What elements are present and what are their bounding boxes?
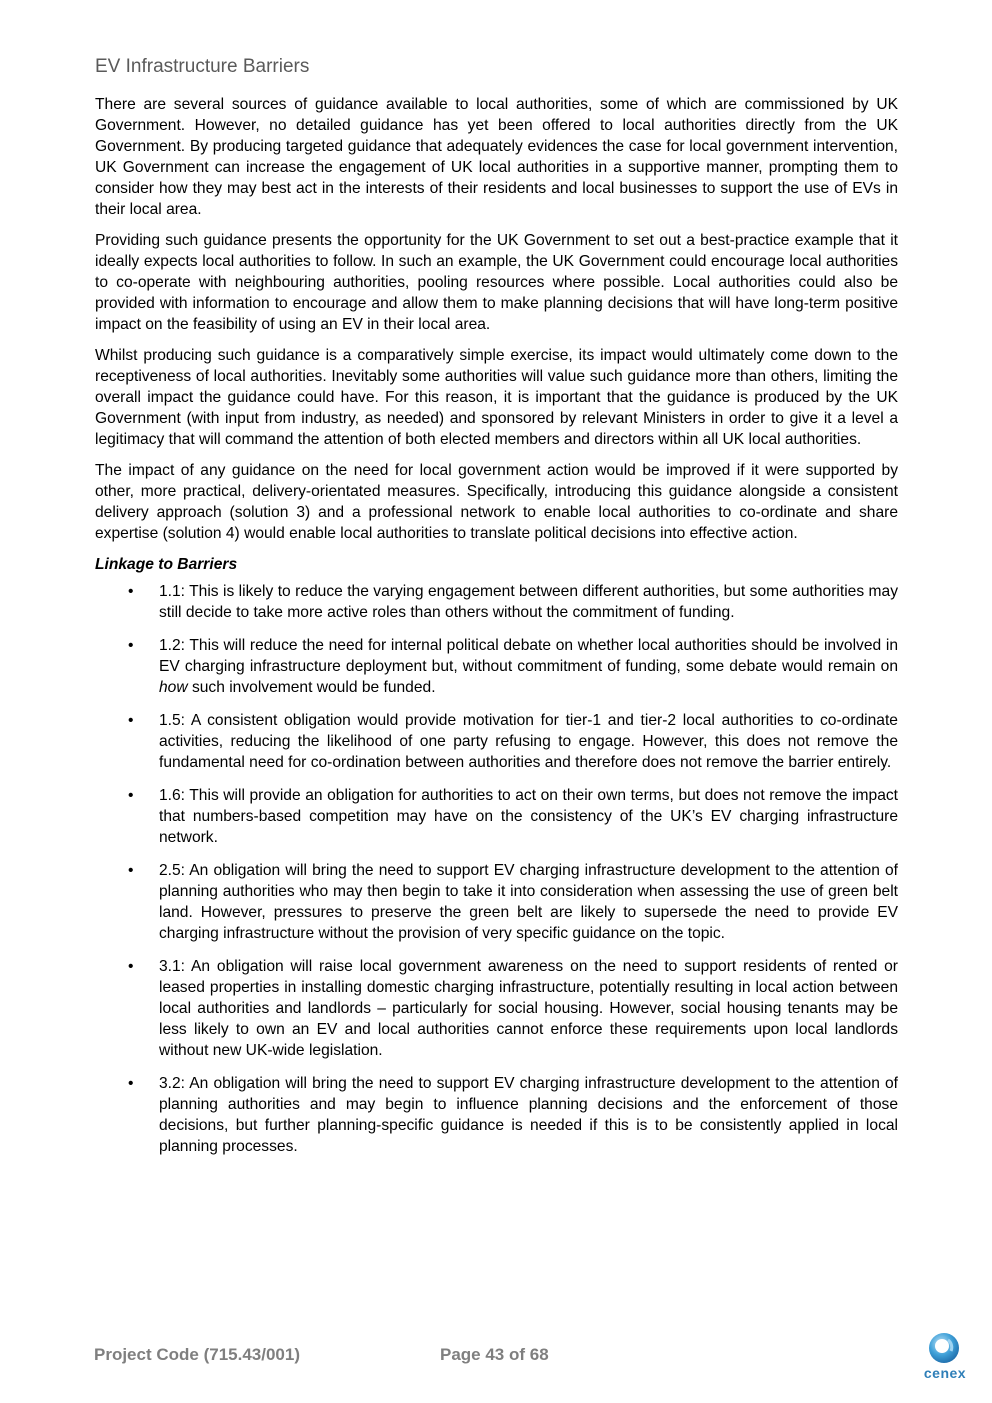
- cenex-logo-icon: [918, 1331, 972, 1367]
- list-item: [95, 635, 898, 698]
- cenex-logo: [918, 1331, 972, 1381]
- list-item-text: 1.6: This will provide an obligation for authorities to act on their own terms, but does not remove the impact that numbers-based competition may have on the consistency of the UK’s EV charging infrastructure network.: [159, 787, 898, 846]
- list-item-text: 1.5: A consistent obligation would provide motivation for tier-1 and tier-2 local authorities to co-ordinate activities, reducing the likelihood of one party refusing to engage. However, this does not remove the fundamental need for co-ordination between authorities and therefore does not remove the barrier entirely.: [159, 712, 898, 771]
- bullet-icon: •: [128, 1075, 134, 1092]
- list-item: [95, 956, 898, 1061]
- list-item: [95, 785, 898, 848]
- bullet-icon: •: [128, 787, 134, 804]
- logo-text: cenex: [923, 1365, 967, 1381]
- barrier-list: [95, 581, 898, 1157]
- page-header-title: EV Infrastructure Barriers: [95, 56, 310, 77]
- list-item: [95, 860, 898, 944]
- list-item: [95, 710, 898, 773]
- list-item-text: 2.5: An obligation will bring the need to support EV charging infrastructure development to the attention of planning authorities who may then begin to take it into consideration when assessing the use of green belt land. However, pressures to preserve the green belt are likely to supersede the need to provide EV charging infrastructure without the provision of very specific guidance on the topic.: [159, 862, 898, 942]
- paragraph: The impact of any guidance on the need for local government action would be improved if it were supported by other, more practical, delivery-orientated measures. Specifically, introducing this guidance alongside a consistent delivery approach (solution 3) and a professional network to enable local authorities to co-ordinate and share expertise (solution 4) would enable local authorities to translate political decisions into effective action.: [95, 462, 898, 542]
- list-item-text: 3.2: An obligation will bring the need to support EV charging infrastructure development to the attention of planning authorities and may begin to influence planning decisions and the enforcement of those decisions, but further planning-specific guidance is needed if this is to be consistently applied in local planning processes.: [159, 1075, 898, 1155]
- list-item: [95, 581, 898, 623]
- paragraph: Providing such guidance presents the opportunity for the UK Government to set out a best-practice example that it ideally expects local authorities to follow. In such an example, the UK Government could encourage local authorities to co-operate with neighbouring authorities, pooling resources where possible. Local authorities could also be provided with information to encourage and allow them to make planning decisions that will have long-term positive impact on the feasibility of using an EV in their local area.: [95, 232, 898, 333]
- list-item: [95, 1073, 898, 1157]
- list-item-text: 3.1: An obligation will raise local government awareness on the need to support residents of rented or leased properties in installing domestic charging infrastructure, potentially resulting in local action between local authorities and landlords – particularly for social housing. However, social housing tenants may be less likely to own an EV and local authorities cannot enforce these requirements upon local landlords without new UK-wide legislation.: [159, 958, 898, 1059]
- document-body: [95, 94, 898, 1169]
- paragraph: Whilst producing such guidance is a comparatively simple exercise, its impact would ultimately come down to the receptiveness of local authorities. Inevitably some authorities will value such guidance more than others, limiting the overall impact the guidance could have. For this reason, it is important that the guidance is produced by the UK Government (with input from industry, as needed) and sponsored by relevant Ministers in order to give it a level a legitimacy that will command the attention of both elected members and directors within all UK local authorities.: [95, 347, 898, 448]
- list-item-text: 1.1: This is likely to reduce the varying engagement between different authorities, but some authorities may still decide to take more active roles than others without the commitment of funding.: [159, 583, 898, 621]
- list-item-text: such involvement would be funded.: [187, 679, 436, 696]
- list-item-text: 1.2: This will reduce the need for internal political debate on whether local authorities should be involved in EV charging infrastructure deployment but, without commitment of funding, some debate would remain on: [159, 637, 898, 675]
- list-item-emphasis: how: [159, 679, 188, 696]
- footer-project-code: Project Code (715.43/001): [94, 1345, 300, 1364]
- bullet-icon: •: [128, 958, 134, 975]
- section-heading-linkage: Linkage to Barriers: [95, 556, 238, 573]
- bullet-icon: •: [128, 862, 134, 879]
- bullet-icon: •: [128, 712, 134, 729]
- bullet-icon: •: [128, 583, 134, 600]
- paragraph: There are several sources of guidance available to local authorities, some of which are commissioned by UK Government. However, no detailed guidance has yet been offered to local authorities directly from the UK Government. By producing targeted guidance that adequately evidences the case for local government intervention, UK Government can increase the engagement of UK local authorities in a supportive manner, prompting them to consider how they may best act in the interests of their residents and local businesses to support the use of EVs in their local area.: [95, 96, 898, 218]
- bullet-icon: •: [128, 637, 134, 654]
- footer-page-number: Page 43 of 68: [440, 1345, 549, 1364]
